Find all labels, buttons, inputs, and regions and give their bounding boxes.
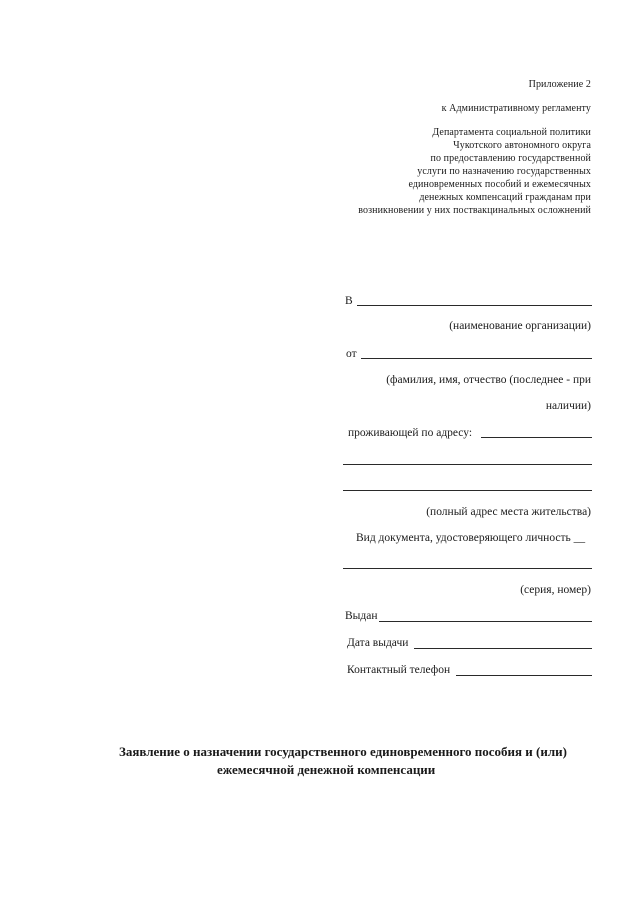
residence-label: проживающей по адресу: [348,427,473,439]
applicant-name-field[interactable] [361,358,592,359]
address-field-line2[interactable] [343,464,592,465]
appendix-line: Чукотского автономного округа [453,140,591,151]
phone-label: Контактный телефон [347,664,451,676]
appendix-line: по предоставлению государственной [430,153,591,164]
document-title-line2: ежемесячной денежной компенсации [217,762,436,777]
organization-field[interactable] [357,305,592,306]
issue-date-label: Дата выдачи [347,637,409,649]
issue-date-field[interactable] [414,648,592,649]
name-hint-line2: наличии) [545,400,591,412]
address-hint: (полный адрес места жительства) [426,506,591,518]
appendix-line: услуги по назначению государственных [417,166,591,177]
from-label: от [346,348,357,360]
appendix-title: Приложение 2 [528,79,591,90]
issued-by-label: Выдан [345,610,378,622]
appendix-line: денежных компенсаций гражданам при [419,192,591,203]
appendix-line: единовременных пособий и ежемесячных [408,179,591,190]
organization-hint: (наименование организации) [449,320,591,332]
address-field-line1[interactable] [481,437,592,438]
id-document-field[interactable] [343,568,592,569]
name-hint-line1: (фамилия, имя, отчество (последнее - при [386,374,591,386]
appendix-line: возникновении у них поствакцинальных осложнений [358,205,591,216]
to-label: В [345,295,353,307]
series-number-hint: (серия, номер) [520,584,591,596]
issued-by-field[interactable] [379,621,592,622]
appendix-line: Департамента социальной политики [432,127,591,138]
phone-field[interactable] [456,675,592,676]
id-document-label: Вид документа, удостоверяющего личность __ [356,532,586,544]
appendix-header [358,78,591,217]
appendix-regulation: к Административному регламенту [441,103,591,114]
document-title-line1: Заявление о назначении государственного единовременного пособия и (или) [119,744,567,759]
address-field-line3[interactable] [343,490,592,491]
